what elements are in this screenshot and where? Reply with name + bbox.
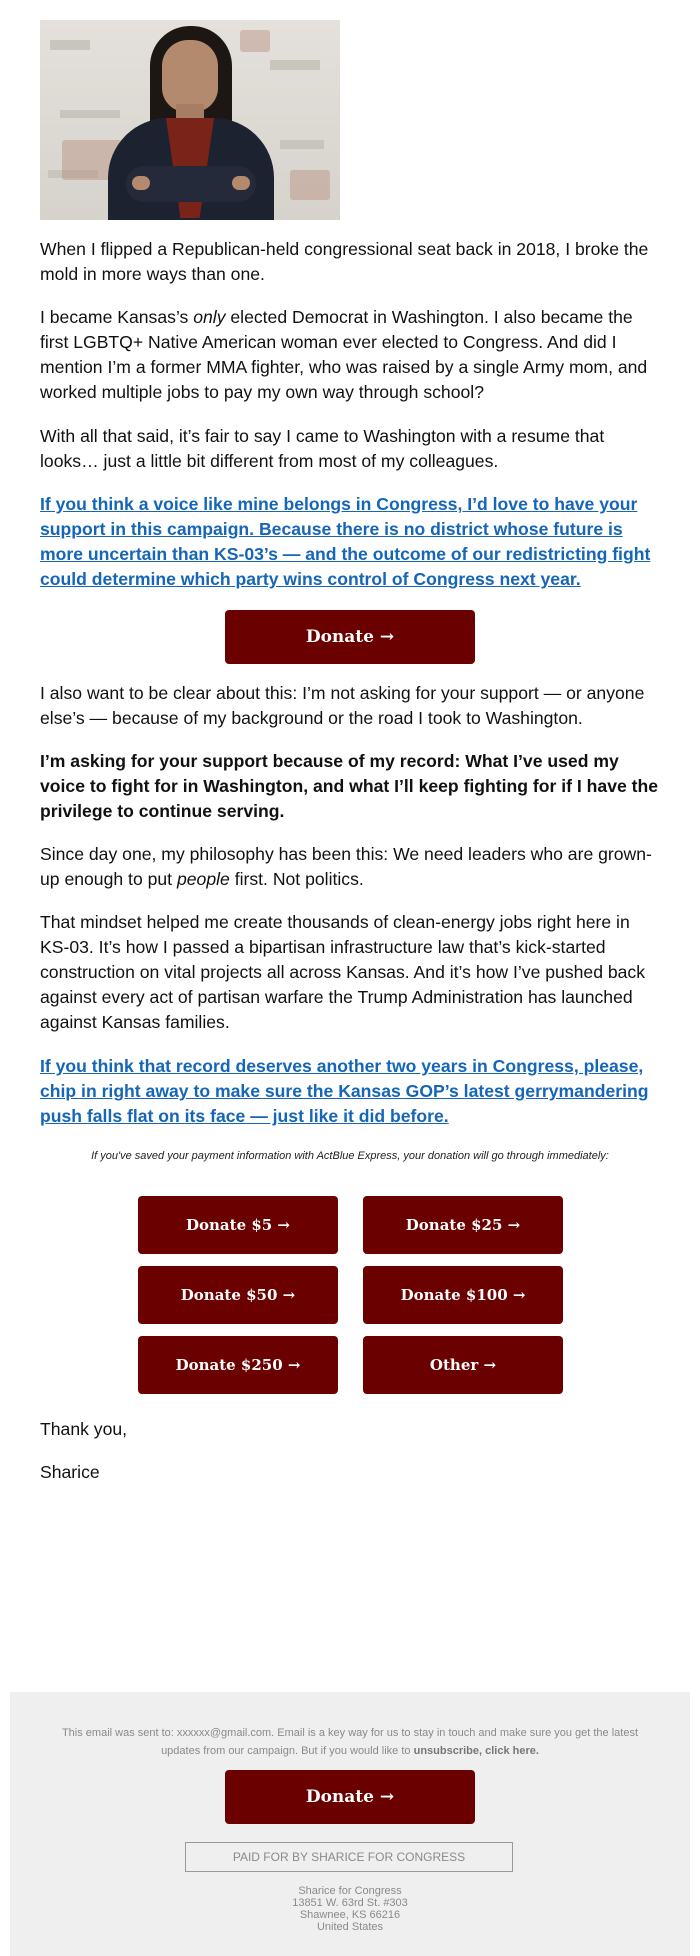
donate-250-button[interactable]: Donate $250 → xyxy=(138,1336,338,1394)
address-line-street: 13851 W. 63rd St. #303 xyxy=(292,1897,408,1909)
address-line-city: Shawnee, KS 66216 xyxy=(299,1909,401,1921)
unsubscribe-link[interactable]: unsubscribe, click here. xyxy=(413,1745,539,1757)
donate-5-button[interactable]: Donate $5 → xyxy=(138,1196,338,1254)
donate-button-main[interactable]: Donate → xyxy=(225,610,475,664)
paragraph-philosophy: Since day one, my philosophy has been this: We need leaders who are grown-up enough to put people first. Not politics. xyxy=(40,844,652,889)
paragraph-intro: When I flipped a Republican-held congressional seat back in 2018, I broke the mold in more ways than one. xyxy=(40,239,649,284)
emphasis-people: people xyxy=(176,869,230,889)
paid-for-box: PAID FOR BY SHARICE FOR CONGRESS xyxy=(185,1842,513,1872)
donate-25-button[interactable]: Donate $25 → xyxy=(363,1196,563,1254)
address-line-country: United States xyxy=(316,1921,384,1933)
donate-100-button[interactable]: Donate $100 → xyxy=(363,1266,563,1324)
donate-50-button[interactable]: Donate $50 → xyxy=(138,1266,338,1324)
signature: Sharice xyxy=(40,1462,100,1482)
express-note: If you've saved your payment information with ActBlue Express, your donation will go through immediately: xyxy=(91,1150,609,1162)
support-link-1[interactable]: If you think a voice like mine belongs in Congress, I’d love to have your support in this campaign. Because there is no district whose future is more uncertain than KS-03’s — and the outcome of our redistricting fight could determine which party wins control of Congress next year. xyxy=(40,494,651,589)
support-link-2[interactable]: If you think that record deserves another two years in Congress, please, chip in right away to make sure the Kansas GOP’s latest gerrymandering push falls flat on its face — just like it did before. xyxy=(40,1056,649,1126)
paragraph-resume: With all that said, it’s fair to say I came to Washington with a resume that looks… just a little bit different from most of my colleagues. xyxy=(40,426,605,471)
paragraph-record: I’m asking for your support because of my record: What I’ve used my voice to fight for in Washington, and what I’ll keep fighting for if I have the privilege to continue serving. xyxy=(40,751,659,821)
mailing-address xyxy=(10,1885,690,1933)
paragraph-background: I became Kansas’s only elected Democrat in Washington. I also became the first LGBTQ+ Native American woman ever elected to Congress. And did I mention I’m a former MMA fighter, who was raised by a single Army mom, and worked multiple jobs to pay my own way through school? xyxy=(40,307,648,402)
address-line-name: Sharice for Congress xyxy=(298,1885,402,1897)
paragraph-accomplishments: That mindset helped me create thousands of clean-energy jobs right here in KS-03. It’s how I passed a bipartisan infrastructure law that’s kick-started construction on vital projects all across Kansas. And it’s how I’ve pushed back against every act of partisan warfare the Trump Administration has launched against Kansas families. xyxy=(40,912,646,1032)
footer xyxy=(10,1692,690,1956)
email-body xyxy=(40,20,660,220)
closing-thanks: Thank you, xyxy=(40,1419,128,1439)
footer-disclaimer: This email was sent to: xxxxxx@gmail.com. Email is a key way for us to stay in touch and make sure you get the latest updates from our campaign. But if you would like to unsubscribe, click here. xyxy=(61,1727,639,1757)
donate-other-button[interactable]: Other → xyxy=(363,1336,563,1394)
emphasis-only: only xyxy=(193,307,226,327)
footer-donate-button[interactable]: Donate → xyxy=(225,1770,475,1824)
candidate-photo xyxy=(40,20,340,220)
paragraph-clarify: I also want to be clear about this: I’m not asking for your support — or anyone else’s — because of my background or the road I took to Washington. xyxy=(40,683,645,728)
